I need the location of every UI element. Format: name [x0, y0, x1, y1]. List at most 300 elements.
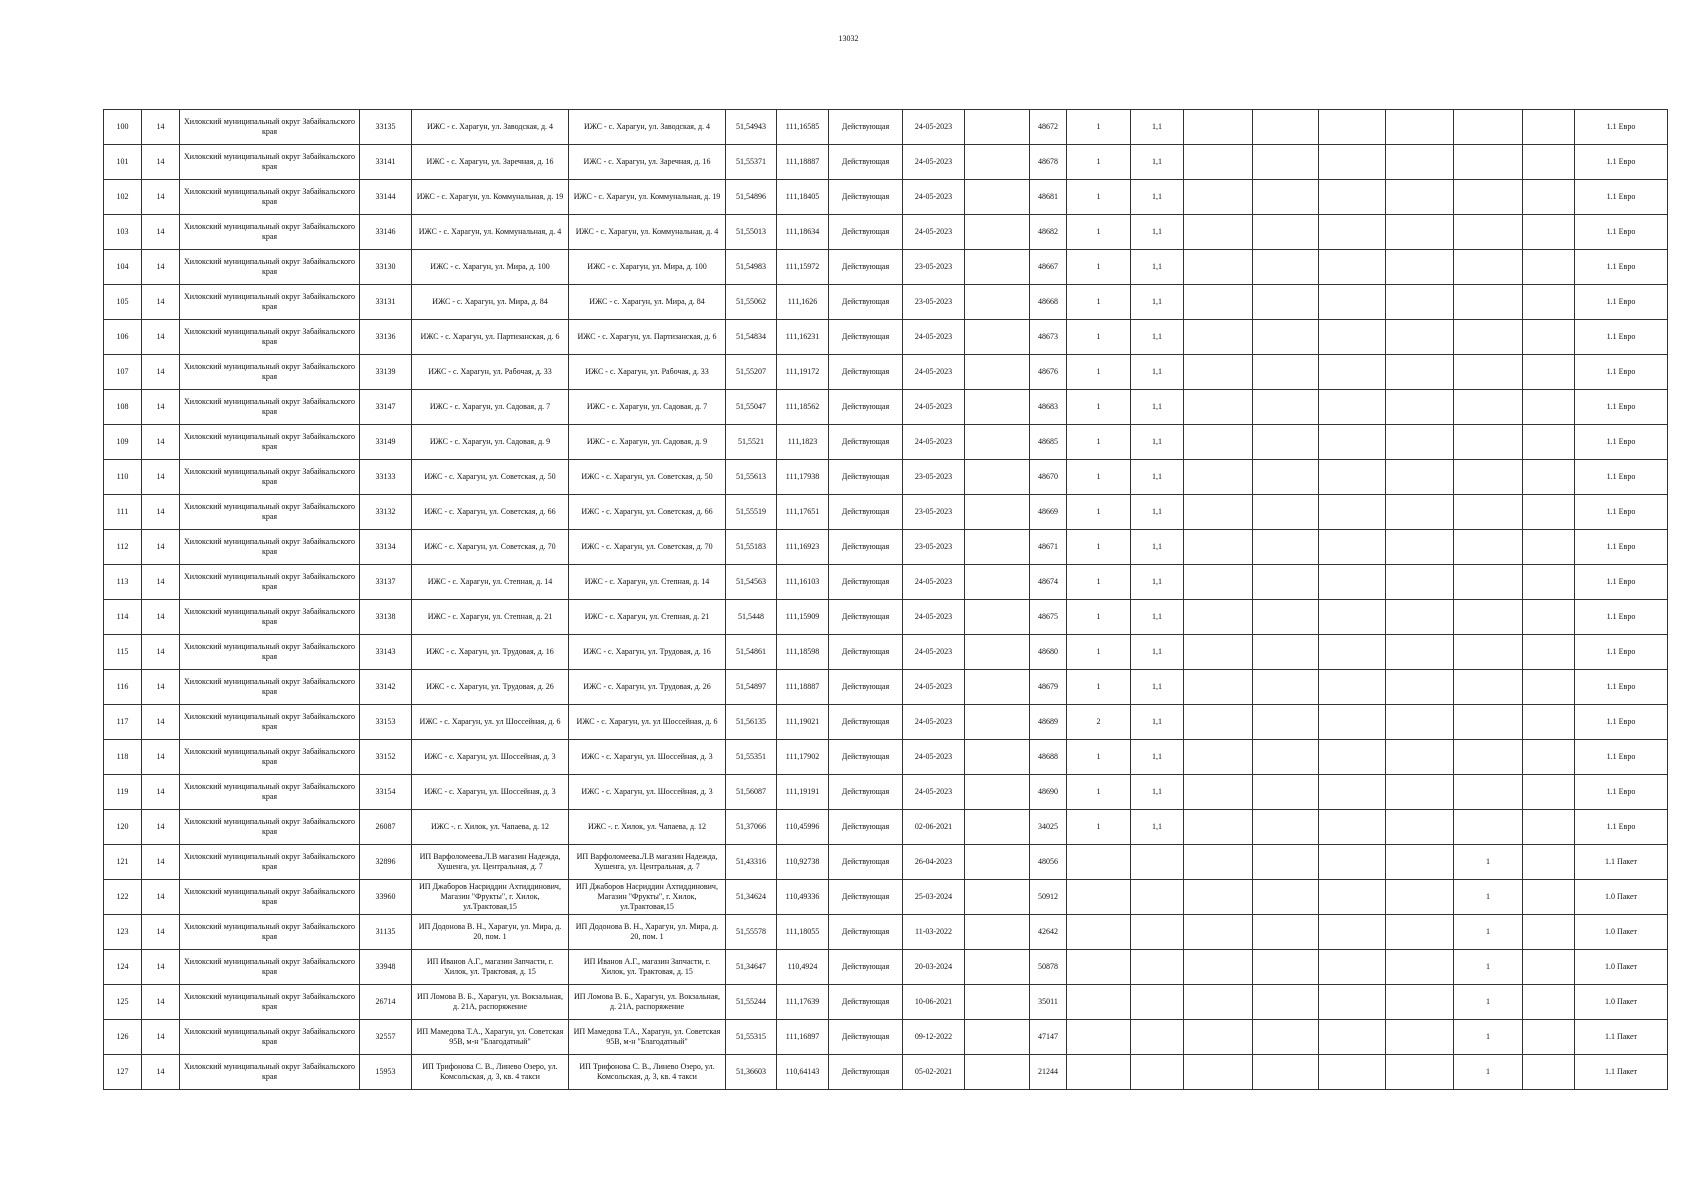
- container-type-cell: 1.1 Евро: [1575, 810, 1668, 845]
- bag-count-cell: [1454, 215, 1523, 250]
- container-count-cell: [1067, 1055, 1131, 1090]
- site-address-cell: ИЖС - с. Харагун, ул. Мира, д. 100: [569, 250, 726, 285]
- longitude-cell: 111,18887: [777, 145, 829, 180]
- registry-number-cell: 48668: [1030, 285, 1067, 320]
- site-address-cell: ИЖС - с. Харагун, ул. Садовая, д. 9: [569, 425, 726, 460]
- site-name-cell: ИЖС - с. Харагун, ул. Коммунальная, д. 4: [412, 215, 569, 250]
- empty-cell: [965, 180, 1030, 215]
- municipality-cell: Хилокский муниципальный округ Забайкальского края: [180, 495, 360, 530]
- empty-cell: [1386, 180, 1454, 215]
- row-number-cell: 125: [104, 985, 142, 1020]
- site-address-cell: ИЖС - с. Харагун, ул. Рабочая, д. 33: [569, 355, 726, 390]
- empty-cell: [965, 495, 1030, 530]
- date-cell: 24-05-2023: [903, 600, 965, 635]
- district-code-cell: 14: [142, 1055, 180, 1090]
- container-volume-cell: 1,1: [1131, 390, 1184, 425]
- district-code-cell: 14: [142, 460, 180, 495]
- row-number-cell: 123: [104, 915, 142, 950]
- latitude-cell: 51,54983: [726, 250, 777, 285]
- longitude-cell: 111,19021: [777, 705, 829, 740]
- site-name-cell: ИЖС - с. Харагун, ул. Степная, д. 14: [412, 565, 569, 600]
- municipality-cell: Хилокский муниципальный округ Забайкальского края: [180, 565, 360, 600]
- bag-count-cell: 1: [1454, 985, 1523, 1020]
- empty-cell: [1319, 565, 1386, 600]
- row-number-cell: 127: [104, 1055, 142, 1090]
- empty-cell: [1184, 145, 1253, 180]
- longitude-cell: 111,18405: [777, 180, 829, 215]
- empty-cell: [1253, 600, 1319, 635]
- container-count-cell: 1: [1067, 565, 1131, 600]
- longitude-cell: 111,17902: [777, 740, 829, 775]
- bag-count-cell: [1454, 110, 1523, 145]
- municipality-cell: Хилокский муниципальный округ Забайкальского края: [180, 740, 360, 775]
- empty-cell: [1184, 320, 1253, 355]
- date-cell: 24-05-2023: [903, 390, 965, 425]
- municipality-cell: Хилокский муниципальный округ Забайкальского края: [180, 880, 360, 915]
- district-code-cell: 14: [142, 740, 180, 775]
- site-id-cell: 33147: [360, 390, 412, 425]
- empty-cell: [1319, 110, 1386, 145]
- municipality-cell: Хилокский муниципальный округ Забайкальского края: [180, 355, 360, 390]
- status-cell: Действующая: [829, 355, 903, 390]
- status-cell: Действующая: [829, 530, 903, 565]
- empty-cell: [1253, 285, 1319, 320]
- container-count-cell: [1067, 915, 1131, 950]
- registry-number-cell: 48675: [1030, 600, 1067, 635]
- longitude-cell: 111,17938: [777, 460, 829, 495]
- district-code-cell: 14: [142, 355, 180, 390]
- empty-cell: [1386, 250, 1454, 285]
- empty-cell: [1523, 460, 1575, 495]
- registry-number-cell: 21244: [1030, 1055, 1067, 1090]
- empty-cell: [1253, 460, 1319, 495]
- site-id-cell: 33143: [360, 635, 412, 670]
- empty-cell: [1319, 845, 1386, 880]
- empty-cell: [1523, 775, 1575, 810]
- empty-cell: [1253, 775, 1319, 810]
- container-type-cell: 1.1 Евро: [1575, 565, 1668, 600]
- latitude-cell: 51,54943: [726, 110, 777, 145]
- site-id-cell: 33133: [360, 460, 412, 495]
- municipality-cell: Хилокский муниципальный округ Забайкальского края: [180, 285, 360, 320]
- date-cell: 24-05-2023: [903, 355, 965, 390]
- empty-cell: [965, 1020, 1030, 1055]
- empty-cell: [1386, 565, 1454, 600]
- empty-cell: [1319, 495, 1386, 530]
- empty-cell: [1253, 670, 1319, 705]
- municipality-cell: Хилокский муниципальный округ Забайкальского края: [180, 845, 360, 880]
- empty-cell: [965, 565, 1030, 600]
- empty-cell: [1184, 425, 1253, 460]
- latitude-cell: 51,55613: [726, 460, 777, 495]
- latitude-cell: 51,54834: [726, 320, 777, 355]
- table-row: [104, 425, 1668, 460]
- longitude-cell: 111,17651: [777, 495, 829, 530]
- latitude-cell: 51,55315: [726, 1020, 777, 1055]
- empty-cell: [1319, 915, 1386, 950]
- row-number-cell: 107: [104, 355, 142, 390]
- row-number-cell: 109: [104, 425, 142, 460]
- container-type-cell: 1.1 Евро: [1575, 285, 1668, 320]
- latitude-cell: 51,55207: [726, 355, 777, 390]
- container-volume-cell: 1,1: [1131, 215, 1184, 250]
- registry-number-cell: 35011: [1030, 985, 1067, 1020]
- table-row: [104, 215, 1668, 250]
- date-cell: 24-05-2023: [903, 565, 965, 600]
- empty-cell: [1386, 635, 1454, 670]
- container-volume-cell: 1,1: [1131, 740, 1184, 775]
- district-code-cell: 14: [142, 180, 180, 215]
- latitude-cell: 51,54896: [726, 180, 777, 215]
- date-cell: 05-02-2021: [903, 1055, 965, 1090]
- site-address-cell: ИЖС - с. Харагун, ул. Трудовая, д. 16: [569, 635, 726, 670]
- site-name-cell: ИЖС - с. Харагун, ул. Степная, д. 21: [412, 600, 569, 635]
- district-code-cell: 14: [142, 950, 180, 985]
- status-cell: Действующая: [829, 740, 903, 775]
- registry-number-cell: 48685: [1030, 425, 1067, 460]
- row-number-cell: 101: [104, 145, 142, 180]
- site-id-cell: 33149: [360, 425, 412, 460]
- empty-cell: [1184, 1055, 1253, 1090]
- district-code-cell: 14: [142, 285, 180, 320]
- empty-cell: [1319, 635, 1386, 670]
- status-cell: Действующая: [829, 1055, 903, 1090]
- container-count-cell: [1067, 985, 1131, 1020]
- longitude-cell: 111,18634: [777, 215, 829, 250]
- longitude-cell: 110,49336: [777, 880, 829, 915]
- site-name-cell: ИЖС - с. Харагун, ул. Садовая, д. 9: [412, 425, 569, 460]
- date-cell: 23-05-2023: [903, 285, 965, 320]
- bag-count-cell: 1: [1454, 845, 1523, 880]
- site-id-cell: 33142: [360, 670, 412, 705]
- site-name-cell: ИЖС - с. Харагун, ул. Садовая, д. 7: [412, 390, 569, 425]
- container-count-cell: 1: [1067, 250, 1131, 285]
- latitude-cell: 51,5448: [726, 600, 777, 635]
- municipality-cell: Хилокский муниципальный округ Забайкальского края: [180, 530, 360, 565]
- container-count-cell: 1: [1067, 425, 1131, 460]
- row-number-cell: 111: [104, 495, 142, 530]
- site-address-cell: ИП Ломова В. Б., Харагун, ул. Вокзальная, д. 21А, распоряжение: [569, 985, 726, 1020]
- bag-count-cell: [1454, 495, 1523, 530]
- empty-cell: [1184, 740, 1253, 775]
- empty-cell: [1386, 950, 1454, 985]
- container-type-cell: 1.1 Евро: [1575, 600, 1668, 635]
- bag-count-cell: [1454, 565, 1523, 600]
- empty-cell: [1253, 705, 1319, 740]
- empty-cell: [965, 600, 1030, 635]
- empty-cell: [1184, 460, 1253, 495]
- empty-cell: [1253, 145, 1319, 180]
- district-code-cell: 14: [142, 250, 180, 285]
- container-count-cell: 1: [1067, 775, 1131, 810]
- container-count-cell: 1: [1067, 110, 1131, 145]
- date-cell: 24-05-2023: [903, 215, 965, 250]
- registry-number-cell: 34025: [1030, 810, 1067, 845]
- bag-count-cell: [1454, 635, 1523, 670]
- empty-cell: [1184, 670, 1253, 705]
- site-name-cell: ИЖС - с. Харагун, ул. Заводская, д. 4: [412, 110, 569, 145]
- district-code-cell: 14: [142, 810, 180, 845]
- table-row: [104, 355, 1668, 390]
- container-volume-cell: [1131, 950, 1184, 985]
- site-address-cell: ИЖС - с. Харагун, ул. Коммунальная, д. 19: [569, 180, 726, 215]
- container-volume-cell: 1,1: [1131, 320, 1184, 355]
- row-number-cell: 104: [104, 250, 142, 285]
- empty-cell: [1523, 670, 1575, 705]
- longitude-cell: 110,4924: [777, 950, 829, 985]
- empty-cell: [1184, 1020, 1253, 1055]
- longitude-cell: 110,64143: [777, 1055, 829, 1090]
- empty-cell: [1319, 775, 1386, 810]
- row-number-cell: 120: [104, 810, 142, 845]
- site-address-cell: ИЖС - с. Харагун, ул. Степная, д. 21: [569, 600, 726, 635]
- container-volume-cell: 1,1: [1131, 110, 1184, 145]
- table-row: [104, 635, 1668, 670]
- empty-cell: [1386, 740, 1454, 775]
- district-code-cell: 14: [142, 985, 180, 1020]
- status-cell: Действующая: [829, 180, 903, 215]
- row-number-cell: 112: [104, 530, 142, 565]
- container-type-cell: 1.1 Евро: [1575, 460, 1668, 495]
- row-number-cell: 116: [104, 670, 142, 705]
- empty-cell: [1253, 810, 1319, 845]
- empty-cell: [965, 320, 1030, 355]
- district-code-cell: 14: [142, 1020, 180, 1055]
- municipality-cell: Хилокский муниципальный округ Забайкальского края: [180, 425, 360, 460]
- site-id-cell: 33137: [360, 565, 412, 600]
- container-type-cell: 1.1 Евро: [1575, 775, 1668, 810]
- site-address-cell: ИП Трифонова С. В., Линево Озеро, ул. Комсольская, д. 3, кв. 4 такси: [569, 1055, 726, 1090]
- registry-number-cell: 48673: [1030, 320, 1067, 355]
- table-row: [104, 670, 1668, 705]
- district-code-cell: 14: [142, 320, 180, 355]
- district-code-cell: 14: [142, 425, 180, 460]
- date-cell: 02-06-2021: [903, 810, 965, 845]
- longitude-cell: 111,15909: [777, 600, 829, 635]
- empty-cell: [1386, 810, 1454, 845]
- empty-cell: [1184, 600, 1253, 635]
- empty-cell: [965, 670, 1030, 705]
- row-number-cell: 117: [104, 705, 142, 740]
- container-sites-table: [103, 109, 1668, 1090]
- row-number-cell: 119: [104, 775, 142, 810]
- date-cell: 24-05-2023: [903, 775, 965, 810]
- municipality-cell: Хилокский муниципальный округ Забайкальского края: [180, 180, 360, 215]
- empty-cell: [1386, 145, 1454, 180]
- municipality-cell: Хилокский муниципальный округ Забайкальского края: [180, 215, 360, 250]
- site-address-cell: ИЖС - с. Харагун, ул. Мира, д. 84: [569, 285, 726, 320]
- latitude-cell: 51,56087: [726, 775, 777, 810]
- row-number-cell: 103: [104, 215, 142, 250]
- table-row: [104, 1020, 1668, 1055]
- container-type-cell: 1.1 Евро: [1575, 180, 1668, 215]
- container-count-cell: 1: [1067, 670, 1131, 705]
- empty-cell: [1523, 740, 1575, 775]
- longitude-cell: 111,18598: [777, 635, 829, 670]
- empty-cell: [1184, 775, 1253, 810]
- table-row: [104, 705, 1668, 740]
- status-cell: Действующая: [829, 600, 903, 635]
- municipality-cell: Хилокский муниципальный округ Забайкальского края: [180, 600, 360, 635]
- district-code-cell: 14: [142, 110, 180, 145]
- site-address-cell: ИЖС - с. Харагун, ул. Степная, д. 14: [569, 565, 726, 600]
- empty-cell: [1386, 530, 1454, 565]
- longitude-cell: 111,16231: [777, 320, 829, 355]
- container-volume-cell: [1131, 845, 1184, 880]
- container-count-cell: 1: [1067, 635, 1131, 670]
- latitude-cell: 51,43316: [726, 845, 777, 880]
- table-row: [104, 915, 1668, 950]
- empty-cell: [1386, 215, 1454, 250]
- empty-cell: [1523, 320, 1575, 355]
- date-cell: 24-05-2023: [903, 670, 965, 705]
- empty-cell: [1523, 250, 1575, 285]
- latitude-cell: 51,37066: [726, 810, 777, 845]
- registry-number-cell: 48689: [1030, 705, 1067, 740]
- empty-cell: [1386, 110, 1454, 145]
- date-cell: 23-05-2023: [903, 250, 965, 285]
- site-id-cell: 33139: [360, 355, 412, 390]
- empty-cell: [1253, 250, 1319, 285]
- empty-cell: [1319, 355, 1386, 390]
- site-id-cell: 33132: [360, 495, 412, 530]
- district-code-cell: 14: [142, 495, 180, 530]
- date-cell: 23-05-2023: [903, 530, 965, 565]
- longitude-cell: 111,18887: [777, 670, 829, 705]
- status-cell: Действующая: [829, 215, 903, 250]
- site-id-cell: 33134: [360, 530, 412, 565]
- container-type-cell: 1.1 Евро: [1575, 355, 1668, 390]
- status-cell: Действующая: [829, 145, 903, 180]
- container-count-cell: 1: [1067, 460, 1131, 495]
- container-type-cell: 1.1 Евро: [1575, 250, 1668, 285]
- site-address-cell: ИЖС - с. Харагун, ул. Партизанская, д. 6: [569, 320, 726, 355]
- empty-cell: [1319, 740, 1386, 775]
- container-volume-cell: [1131, 880, 1184, 915]
- site-id-cell: 26714: [360, 985, 412, 1020]
- municipality-cell: Хилокский муниципальный округ Забайкальского края: [180, 810, 360, 845]
- empty-cell: [1523, 565, 1575, 600]
- container-volume-cell: 1,1: [1131, 250, 1184, 285]
- site-name-cell: ИЖС - с. Харагун, ул. Мира, д. 84: [412, 285, 569, 320]
- empty-cell: [1523, 285, 1575, 320]
- site-address-cell: ИЖС - с. Харагун, ул. Советская, д. 66: [569, 495, 726, 530]
- site-id-cell: 33960: [360, 880, 412, 915]
- empty-cell: [1184, 530, 1253, 565]
- site-address-cell: ИЖС - с. Харагун, ул. Шоссейная, д. 3: [569, 740, 726, 775]
- container-volume-cell: 1,1: [1131, 810, 1184, 845]
- container-type-cell: 1.1 Евро: [1575, 530, 1668, 565]
- empty-cell: [1386, 775, 1454, 810]
- bag-count-cell: [1454, 320, 1523, 355]
- empty-cell: [965, 845, 1030, 880]
- container-type-cell: 1.0 Пакет: [1575, 985, 1668, 1020]
- empty-cell: [1386, 845, 1454, 880]
- municipality-cell: Хилокский муниципальный округ Забайкальского края: [180, 635, 360, 670]
- page-number: 13032: [838, 34, 859, 43]
- site-name-cell: ИЖС - с. Харагун, ул. Советская, д. 50: [412, 460, 569, 495]
- empty-cell: [965, 740, 1030, 775]
- empty-cell: [1523, 1020, 1575, 1055]
- site-address-cell: ИП Мамедова Т.А., Харагун, ул. Советская 95В, м-н "Благодатный": [569, 1020, 726, 1055]
- bag-count-cell: 1: [1454, 950, 1523, 985]
- empty-cell: [965, 145, 1030, 180]
- site-name-cell: ИП Джаборов Насриддин Ахтиддинович, Магазин "Фрукты", г. Хилок, ул.Трактовая,15: [412, 880, 569, 915]
- row-number-cell: 121: [104, 845, 142, 880]
- empty-cell: [1253, 1020, 1319, 1055]
- container-type-cell: 1.1 Евро: [1575, 425, 1668, 460]
- container-volume-cell: 1,1: [1131, 600, 1184, 635]
- container-volume-cell: 1,1: [1131, 355, 1184, 390]
- container-count-cell: 1: [1067, 530, 1131, 565]
- latitude-cell: 51,55183: [726, 530, 777, 565]
- container-type-cell: 1.1 Евро: [1575, 705, 1668, 740]
- table-row: [104, 460, 1668, 495]
- empty-cell: [1386, 390, 1454, 425]
- row-number-cell: 106: [104, 320, 142, 355]
- empty-cell: [1253, 530, 1319, 565]
- bag-count-cell: [1454, 390, 1523, 425]
- empty-cell: [1386, 355, 1454, 390]
- container-type-cell: 1.1 Евро: [1575, 110, 1668, 145]
- container-volume-cell: 1,1: [1131, 180, 1184, 215]
- site-address-cell: ИЖС - с. Харагун, ул. Заречная, д. 16: [569, 145, 726, 180]
- empty-cell: [1319, 670, 1386, 705]
- empty-cell: [1523, 880, 1575, 915]
- status-cell: Действующая: [829, 810, 903, 845]
- table-row: [104, 600, 1668, 635]
- empty-cell: [1523, 705, 1575, 740]
- empty-cell: [1253, 495, 1319, 530]
- empty-cell: [965, 250, 1030, 285]
- latitude-cell: 51,5521: [726, 425, 777, 460]
- container-count-cell: 1: [1067, 320, 1131, 355]
- container-count-cell: 1: [1067, 145, 1131, 180]
- empty-cell: [1184, 250, 1253, 285]
- longitude-cell: 111,19172: [777, 355, 829, 390]
- bag-count-cell: [1454, 250, 1523, 285]
- table-row: [104, 145, 1668, 180]
- empty-cell: [1386, 425, 1454, 460]
- container-type-cell: 1.1 Евро: [1575, 320, 1668, 355]
- empty-cell: [1184, 495, 1253, 530]
- container-volume-cell: [1131, 1020, 1184, 1055]
- empty-cell: [1319, 460, 1386, 495]
- empty-cell: [1184, 355, 1253, 390]
- empty-cell: [1523, 810, 1575, 845]
- container-volume-cell: [1131, 915, 1184, 950]
- table-row: [104, 285, 1668, 320]
- bag-count-cell: 1: [1454, 1020, 1523, 1055]
- site-address-cell: ИП Додонова В. Н., Харагун, ул. Мира, д. 20, пом. 1: [569, 915, 726, 950]
- empty-cell: [1319, 215, 1386, 250]
- date-cell: 09-12-2022: [903, 1020, 965, 1055]
- district-code-cell: 14: [142, 635, 180, 670]
- table-row: [104, 740, 1668, 775]
- site-name-cell: ИЖС - с. Харагун, ул. Советская, д. 70: [412, 530, 569, 565]
- container-volume-cell: 1,1: [1131, 495, 1184, 530]
- status-cell: Действующая: [829, 425, 903, 460]
- container-volume-cell: 1,1: [1131, 670, 1184, 705]
- container-count-cell: [1067, 845, 1131, 880]
- site-address-cell: ИП Джаборов Насриддин Ахтиддинович, Магазин "Фрукты", г. Хилок, ул.Трактовая,15: [569, 880, 726, 915]
- status-cell: Действующая: [829, 285, 903, 320]
- table-row: [104, 845, 1668, 880]
- site-name-cell: ИЖС - с. Харагун, ул. Рабочая, д. 33: [412, 355, 569, 390]
- empty-cell: [1319, 390, 1386, 425]
- status-cell: Действующая: [829, 110, 903, 145]
- site-id-cell: 33144: [360, 180, 412, 215]
